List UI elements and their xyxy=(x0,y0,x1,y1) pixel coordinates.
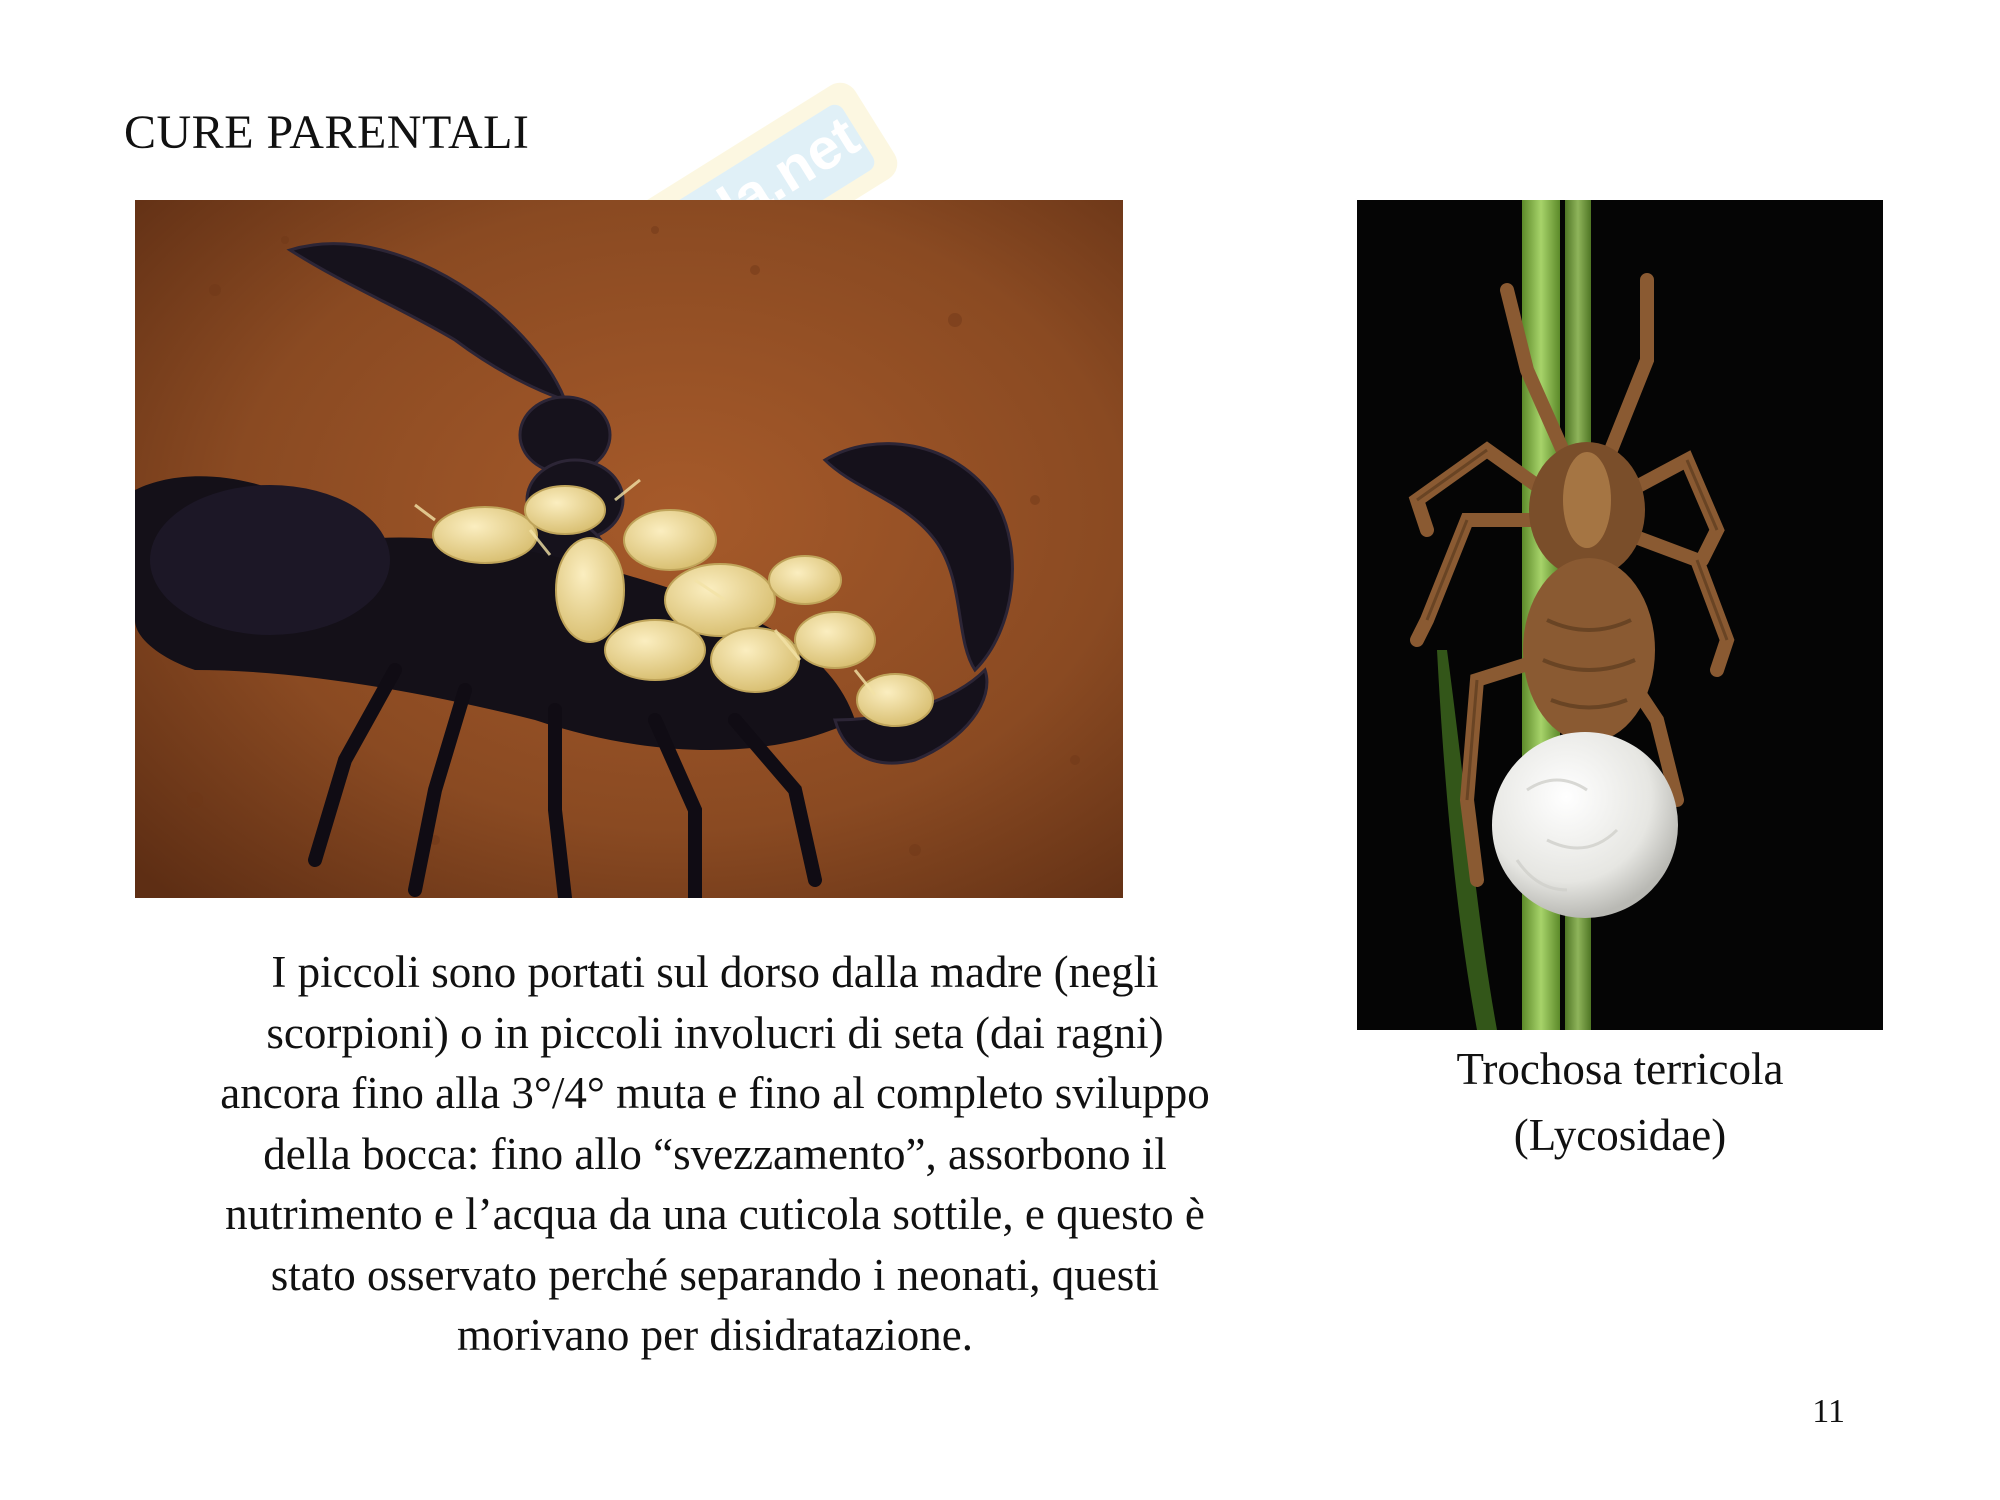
caption-species: Trochosa terricola xyxy=(1456,1044,1784,1094)
body-text: I piccoli sono portati sul dorso dalla madre (negli scorpioni) o in piccoli involucri di seta (dai ragni) ancora fino alla 3°/4° muta e fino al completo sviluppo della bocca: fino allo “svezzamento”, assorbono il nutrimento e l’acqua da una cuticola sottile, e questo è stato osservato perché separando i neonati, questi morivano per disidratazione. xyxy=(220,947,1210,1360)
caption-family: (Lycosidae) xyxy=(1513,1110,1727,1160)
scorpion-photo xyxy=(135,200,1123,898)
page-number: 11 xyxy=(1812,1393,1845,1430)
slide-title: CURE PARENTALI xyxy=(124,106,530,159)
spider-caption xyxy=(1357,1036,1883,1168)
spider-photo xyxy=(1357,200,1883,1030)
